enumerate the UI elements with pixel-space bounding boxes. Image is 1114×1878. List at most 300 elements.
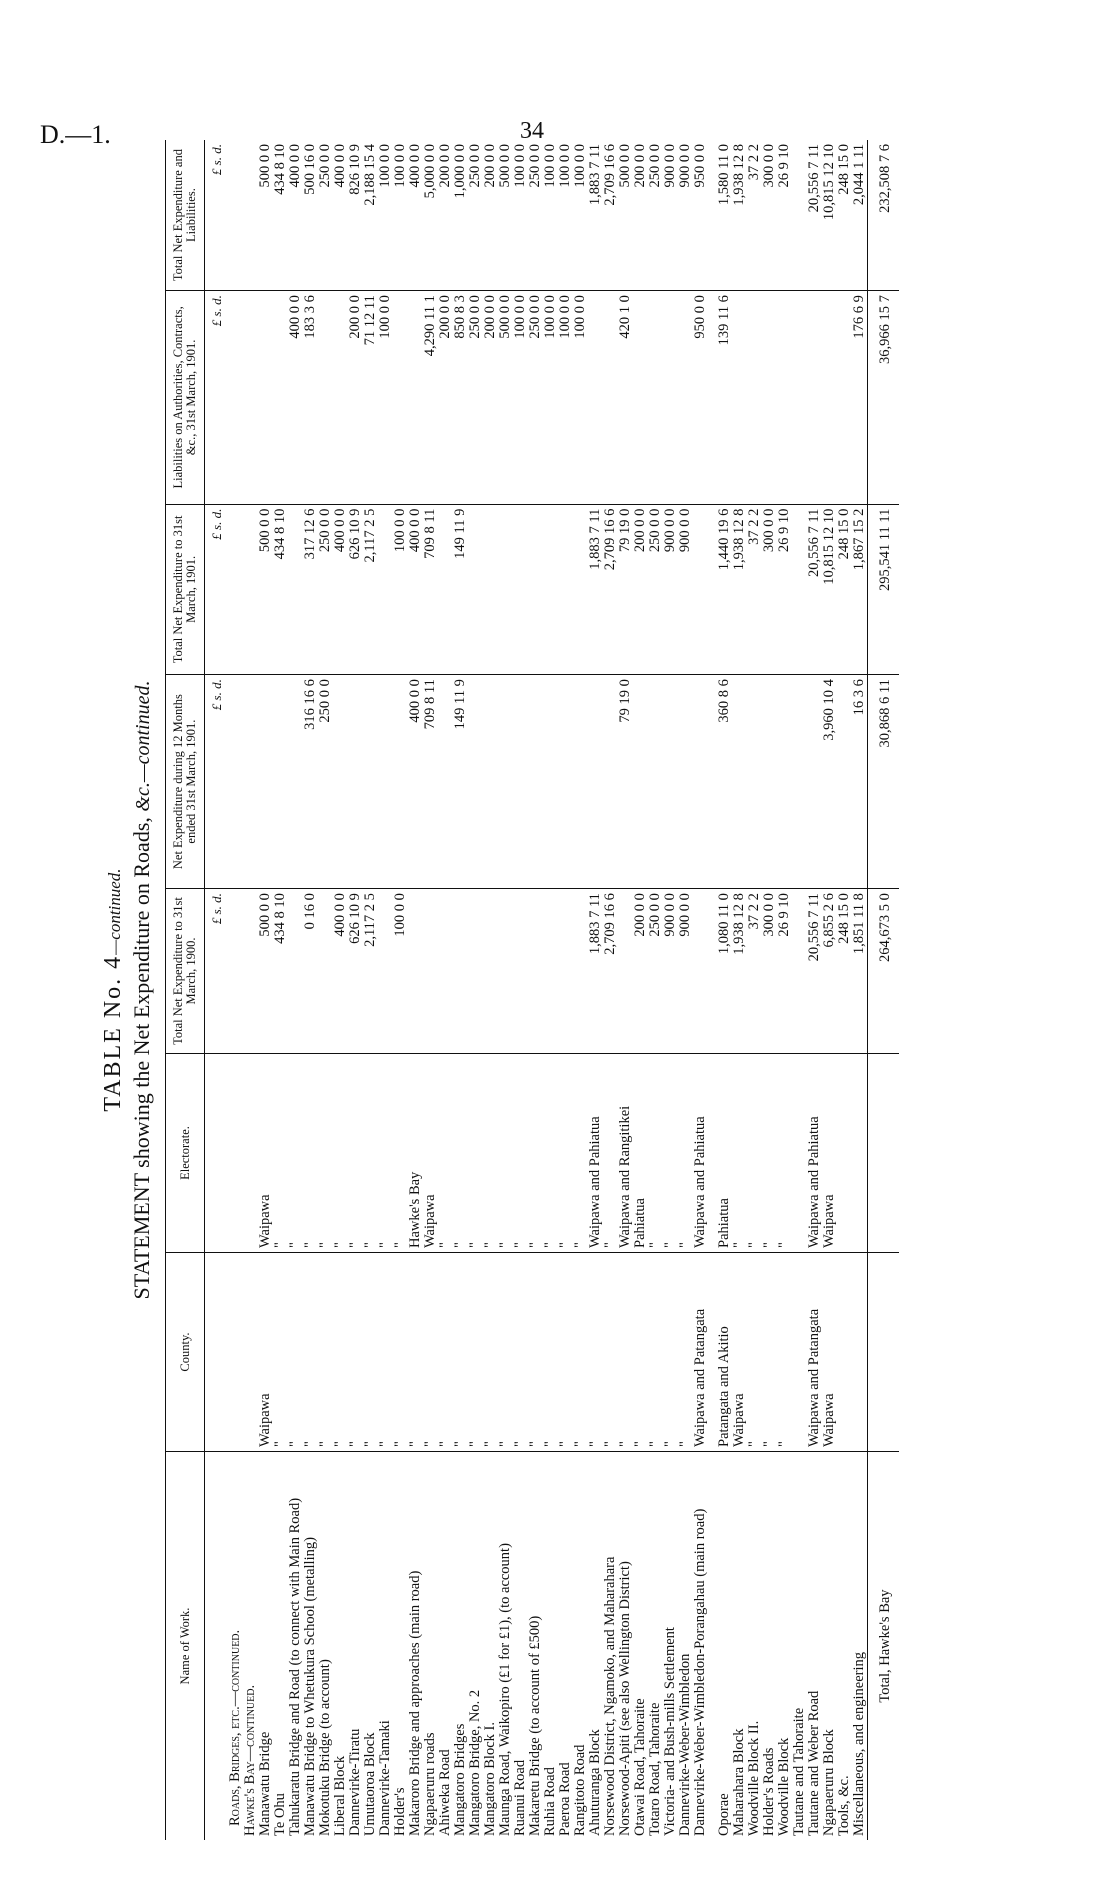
- table-row: [408, 140, 423, 1840]
- amount-cell: [468, 504, 483, 675]
- col-electorate: Electorate.: [166, 1054, 205, 1253]
- county-cell: [852, 1253, 868, 1452]
- amount-cell: 300 0 0: [761, 144, 777, 188]
- amount-cell: [543, 504, 558, 675]
- amount-cell: 149 11 9: [453, 675, 468, 889]
- table-row: [363, 140, 378, 1840]
- amount-cell: 20,556 7 11: [807, 504, 822, 675]
- amount-cell: 1,000 0 0: [452, 144, 468, 199]
- amount-cell: [513, 504, 528, 675]
- col-total-1901: Total Net Expenditure to 31st March, 1901.: [166, 504, 205, 675]
- amount-cell: [498, 675, 513, 889]
- table-row: [618, 140, 633, 1840]
- amount-cell: 100 0 0: [557, 144, 573, 188]
- amount-cell: [693, 889, 708, 1054]
- table-row: [852, 140, 868, 1840]
- electorate-cell: ": [747, 1054, 762, 1253]
- col-total-1900: Total Net Expenditure to 31st March, 1900.: [166, 889, 205, 1054]
- electorate-cell: ": [543, 1054, 558, 1253]
- col-total-liabilities: Total Net Expenditure and Liabilities.: [166, 140, 205, 291]
- amount-cell: 400 0 0: [333, 504, 348, 675]
- electorate-cell: Waipawa and Pahiatua: [807, 1054, 822, 1253]
- table-row: [558, 140, 573, 1840]
- name-cell: Holder's: [393, 1452, 408, 1841]
- county-cell: ": [483, 1253, 498, 1452]
- amount-cell: 250 0 0: [318, 675, 333, 889]
- amount-cell: [513, 889, 528, 1054]
- amount-cell: 26 9 10: [777, 889, 792, 1054]
- amount-cell: 79 19 0: [618, 675, 633, 889]
- electorate-cell: Pahiatua: [717, 1054, 732, 1253]
- table-row: [288, 140, 303, 1840]
- electorate-cell: ": [438, 1054, 453, 1253]
- electorate-cell: Waipawa and Pahiatua: [588, 1054, 603, 1253]
- amount-cell: [393, 291, 408, 505]
- amount-cell: 250 0 0: [318, 504, 333, 675]
- amount-cell: 100 0 0: [542, 144, 558, 188]
- name-cell: Woodville Block: [777, 1452, 792, 1841]
- amount-cell: [288, 889, 303, 1054]
- electorate-cell: ": [318, 1054, 333, 1253]
- amount-cell: 149 11 9: [453, 504, 468, 675]
- name-cell: Makaroro Bridge and approaches (main road): [408, 1452, 423, 1841]
- amount-cell: 626 10 9: [348, 889, 363, 1054]
- amount-cell: 5,000 0 0: [422, 144, 438, 199]
- amount-cell: [678, 291, 693, 505]
- table-row: [333, 140, 348, 1840]
- total-amount: 295,541 11 11: [868, 504, 900, 675]
- table-row: [438, 140, 453, 1840]
- name-cell: Mangatoro Bridges: [453, 1452, 468, 1841]
- total-label: Total, Hawke's Bay: [868, 1452, 900, 1841]
- amount-cell: [573, 675, 588, 889]
- name-cell: Ngapaeruru Block: [822, 1452, 837, 1841]
- table-row: [693, 140, 708, 1840]
- amount-cell: [258, 675, 273, 889]
- amount-cell: 2,709 16 6: [603, 504, 618, 675]
- amount-cell: 400 0 0: [407, 144, 423, 188]
- county-cell: ": [408, 1253, 423, 1452]
- county-cell: ": [348, 1253, 363, 1452]
- electorate-cell: Waipawa: [258, 1054, 273, 1253]
- total-empty: [868, 1054, 900, 1253]
- amount-cell: [543, 889, 558, 1054]
- total-amount: 36,966 15 7: [868, 291, 900, 505]
- amount-cell: [792, 889, 807, 1054]
- table-row: [528, 140, 543, 1840]
- amount-cell: [468, 889, 483, 1054]
- county-cell: Waipawa: [822, 1253, 837, 1452]
- amount-cell: 1,883 7 11: [588, 504, 603, 675]
- amount-cell: 500 0 0: [258, 889, 273, 1054]
- county-cell: ": [303, 1253, 318, 1452]
- name-cell: Ruhia Road: [543, 1452, 558, 1841]
- amount-cell: 250 0 0: [468, 291, 483, 505]
- amount-cell: [543, 675, 558, 889]
- amount-cell: [603, 675, 618, 889]
- amount-cell: 2,709 16 6: [602, 144, 618, 206]
- amount-cell: 709 8 11: [423, 504, 438, 675]
- amount-cell: 100 0 0: [543, 291, 558, 505]
- page-number: 34: [520, 118, 544, 144]
- table-row: [792, 140, 807, 1840]
- amount-cell: 500 16 0: [302, 144, 318, 195]
- units-cell: £ s. d.: [209, 144, 224, 176]
- name-cell: Liberal Block: [333, 1452, 348, 1841]
- amount-cell: [792, 504, 807, 675]
- amount-cell: 1,938 12 8: [731, 144, 747, 206]
- amount-cell: 400 0 0: [332, 144, 348, 188]
- county-cell: Waipawa and Patangata: [693, 1253, 708, 1452]
- county-cell: ": [363, 1253, 378, 1452]
- amount-cell: 0 16 0: [303, 889, 318, 1054]
- amount-cell: [807, 291, 822, 505]
- county-cell: [792, 1253, 807, 1452]
- header-row: [166, 140, 205, 1840]
- name-cell: Otawai Road, Tahoraite: [633, 1452, 648, 1841]
- county-cell: [837, 1253, 852, 1452]
- electorate-cell: ": [483, 1054, 498, 1253]
- amount-cell: 400 0 0: [408, 504, 423, 675]
- amount-cell: 500 0 0: [257, 144, 273, 188]
- amount-cell: [378, 889, 393, 1054]
- amount-cell: 200 0 0: [483, 291, 498, 505]
- electorate-cell: ": [393, 1054, 408, 1253]
- table-row: [573, 140, 588, 1840]
- amount-cell: 2,709 16 6: [603, 889, 618, 1054]
- amount-cell: 300 0 0: [762, 889, 777, 1054]
- name-cell: Dannevirke-Weber-Wimbledon-Porangahau (main road): [693, 1452, 708, 1841]
- name-cell: Rangitoto Road: [573, 1452, 588, 1841]
- county-cell: ": [603, 1253, 618, 1452]
- electorate-cell: ": [663, 1054, 678, 1253]
- name-cell: Oporae: [717, 1452, 732, 1841]
- amount-cell: 3,960 10 4: [822, 675, 837, 889]
- amount-cell: 500 0 0: [258, 504, 273, 675]
- table-row: [513, 140, 528, 1840]
- county-cell: ": [618, 1253, 633, 1452]
- name-cell: Te Ohu: [273, 1452, 288, 1841]
- amount-cell: [732, 675, 747, 889]
- table-row: [633, 140, 648, 1840]
- electorate-cell: ": [468, 1054, 483, 1253]
- amount-cell: [777, 675, 792, 889]
- table-row: [393, 140, 408, 1840]
- amount-cell: [663, 291, 678, 505]
- county-cell: ": [513, 1253, 528, 1452]
- amount-cell: [468, 675, 483, 889]
- amount-cell: 200 0 0: [633, 889, 648, 1054]
- table-title: TABLE No. 4—continued.: [100, 868, 126, 1112]
- name-cell: Mangatoro Block I.: [483, 1452, 498, 1841]
- amount-cell: [378, 675, 393, 889]
- amount-cell: [333, 291, 348, 505]
- amount-cell: 400 0 0: [333, 889, 348, 1054]
- amount-cell: 79 19 0: [618, 504, 633, 675]
- amount-cell: 100 0 0: [558, 291, 573, 505]
- electorate-cell: ": [303, 1054, 318, 1253]
- table-row: [732, 140, 747, 1840]
- name-cell: Woodville Block II.: [747, 1452, 762, 1841]
- amount-cell: [837, 675, 852, 889]
- amount-cell: 900 0 0: [662, 144, 678, 188]
- amount-cell: [408, 291, 423, 505]
- county-cell: Waipawa and Patangata: [807, 1253, 822, 1452]
- electorate-cell: ": [378, 1054, 393, 1253]
- amount-cell: 250 0 0: [467, 144, 483, 188]
- amount-cell: [363, 675, 378, 889]
- amount-cell: 100 0 0: [512, 144, 528, 188]
- electorate-cell: ": [273, 1054, 288, 1253]
- amount-cell: [747, 675, 762, 889]
- table-row: [777, 140, 792, 1840]
- amount-cell: [333, 675, 348, 889]
- amount-cell: [438, 675, 453, 889]
- amount-cell: 1,883 7 11: [587, 144, 603, 206]
- name-cell: Victoria- and Bush-mills Settlement: [663, 1452, 678, 1841]
- table-row: [822, 140, 837, 1840]
- amount-cell: [258, 291, 273, 505]
- county-cell: ": [762, 1253, 777, 1452]
- amount-cell: 400 0 0: [287, 144, 303, 188]
- amount-cell: [438, 889, 453, 1054]
- amount-cell: [588, 291, 603, 505]
- county-cell: ": [777, 1253, 792, 1452]
- amount-cell: 26 9 10: [776, 144, 792, 188]
- amount-cell: 1,883 7 11: [588, 889, 603, 1054]
- county-cell: Waipawa: [258, 1253, 273, 1452]
- table-row: [483, 140, 498, 1840]
- amount-cell: 300 0 0: [762, 504, 777, 675]
- name-cell: Mangatoro Bridge, No. 2: [468, 1452, 483, 1841]
- units-cell: £ s. d.: [205, 889, 229, 1054]
- amount-cell: [693, 504, 708, 675]
- amount-cell: 37 2 2: [747, 889, 762, 1054]
- name-cell: Makaretu Bridge (to account of £500): [528, 1452, 543, 1841]
- name-cell: Dannevirke-Tamaki: [378, 1452, 393, 1841]
- amount-cell: [792, 675, 807, 889]
- amount-cell: 250 0 0: [317, 144, 333, 188]
- amount-cell: 176 6 9: [852, 291, 868, 505]
- amount-cell: 1,938 12 8: [732, 889, 747, 1054]
- electorate-cell: ": [762, 1054, 777, 1253]
- county-cell: ": [528, 1253, 543, 1452]
- units-cell: £ s. d.: [205, 291, 229, 505]
- amount-cell: [792, 291, 807, 505]
- amount-cell: [558, 504, 573, 675]
- name-cell: Tautane and Tahoraite: [792, 1452, 807, 1841]
- amount-cell: [498, 889, 513, 1054]
- amount-cell: 200 0 0: [482, 144, 498, 188]
- electorate-cell: ": [732, 1054, 747, 1253]
- amount-cell: [648, 291, 663, 505]
- amount-cell: 250 0 0: [528, 291, 543, 505]
- name-cell: Tools, &c.: [837, 1452, 852, 1841]
- amount-cell: [603, 291, 618, 505]
- electorate-cell: ": [573, 1054, 588, 1253]
- amount-cell: 248 15 0: [837, 889, 852, 1054]
- amount-cell: [318, 889, 333, 1054]
- amount-cell: 900 0 0: [663, 889, 678, 1054]
- units-cell: £ s. d.: [205, 675, 229, 889]
- electorate-cell: ": [513, 1054, 528, 1253]
- table-row: [837, 140, 852, 1840]
- amount-cell: 360 8 6: [717, 675, 732, 889]
- name-cell: Totaro Road, Tahoraite: [648, 1452, 663, 1841]
- table-row: [663, 140, 678, 1840]
- county-cell: ": [648, 1253, 663, 1452]
- amount-cell: [648, 675, 663, 889]
- amount-cell: 1,580 11 0: [716, 144, 732, 206]
- amount-cell: 37 2 2: [746, 144, 762, 181]
- amount-cell: [408, 889, 423, 1054]
- county-cell: ": [543, 1253, 558, 1452]
- amount-cell: 100 0 0: [378, 291, 393, 505]
- table-row: [318, 140, 333, 1840]
- amount-cell: [807, 675, 822, 889]
- electorate-cell: ": [333, 1054, 348, 1253]
- amount-cell: 20,556 7 11: [807, 889, 822, 1054]
- amount-cell: 2,117 2 5: [363, 889, 378, 1054]
- amount-cell: [273, 291, 288, 505]
- rotated-table-sheet: [100, 140, 1050, 1840]
- amount-cell: 10,815 12 10: [822, 504, 837, 675]
- amount-cell: [528, 504, 543, 675]
- amount-cell: 1,080 11 0: [717, 889, 732, 1054]
- amount-cell: [483, 889, 498, 1054]
- amount-cell: [762, 675, 777, 889]
- amount-cell: [423, 889, 438, 1054]
- units-cell: £ s. d.: [205, 504, 229, 675]
- name-cell: Dannevirke-Weber-Wimbledon: [678, 1452, 693, 1841]
- name-cell: Tautane and Weber Road: [807, 1452, 822, 1841]
- amount-cell: 10,815 12 10: [821, 144, 837, 221]
- county-cell: ": [747, 1253, 762, 1452]
- row-gap: [708, 140, 717, 1840]
- name-cell: Mokotuku Bridge (to account): [318, 1452, 333, 1841]
- name-cell: Umutaoroa Block: [363, 1452, 378, 1841]
- amount-cell: 6,855 2 6: [822, 889, 837, 1054]
- amount-cell: [483, 504, 498, 675]
- name-cell: Maunga Road, Waikopiro (£1 for £1), (to account): [498, 1452, 513, 1841]
- total-amount: 232,508 7 6: [868, 140, 900, 291]
- amount-cell: 434 8 10: [273, 504, 288, 675]
- amount-cell: [318, 291, 333, 505]
- amount-cell: 20,556 7 11: [806, 144, 822, 213]
- amount-cell: [498, 504, 513, 675]
- amount-cell: 37 2 2: [747, 504, 762, 675]
- amount-cell: [573, 889, 588, 1054]
- amount-cell: 900 0 0: [678, 504, 693, 675]
- amount-cell: [528, 675, 543, 889]
- amount-cell: [588, 675, 603, 889]
- total-row: [868, 140, 900, 1840]
- amount-cell: 950 0 0: [693, 291, 708, 505]
- amount-cell: 1,867 15 2: [852, 504, 868, 675]
- amount-cell: 100 0 0: [513, 291, 528, 505]
- amount-cell: [513, 675, 528, 889]
- amount-cell: [288, 504, 303, 675]
- amount-cell: 26 9 10: [777, 504, 792, 675]
- name-cell: Norsewood District, Ngamoko, and Maharahara: [603, 1452, 618, 1841]
- amount-cell: 1,440 19 6: [717, 504, 732, 675]
- amount-cell: 250 0 0: [647, 144, 663, 188]
- amount-cell: 248 15 0: [837, 504, 852, 675]
- electorate-cell: Waipawa and Rangitikei: [618, 1054, 633, 1253]
- amount-cell: [288, 675, 303, 889]
- county-cell: ": [498, 1253, 513, 1452]
- amount-cell: 200 0 0: [632, 144, 648, 188]
- electorate-cell: Waipawa: [822, 1054, 837, 1253]
- name-cell: Norsewood-Apiti (see also Wellington District): [618, 1452, 633, 1841]
- county-cell: ": [453, 1253, 468, 1452]
- county-cell: ": [378, 1253, 393, 1452]
- electorate-cell: ": [603, 1054, 618, 1253]
- amount-cell: 500 0 0: [617, 144, 633, 188]
- amount-cell: [837, 291, 852, 505]
- electorate-cell: Hawke's Bay: [408, 1054, 423, 1253]
- table-row: [453, 140, 468, 1840]
- amount-cell: [633, 291, 648, 505]
- county-cell: ": [633, 1253, 648, 1452]
- amount-cell: 626 10 9: [348, 504, 363, 675]
- col-liabilities: Liabilities on Authorities, Contracts, &c., 31st March, 1901.: [166, 291, 205, 505]
- amount-cell: 316 16 6: [303, 675, 318, 889]
- amount-cell: 248 15 0: [836, 144, 852, 195]
- amount-cell: 709 8 11: [423, 675, 438, 889]
- amount-cell: [378, 504, 393, 675]
- amount-cell: 434 8 10: [272, 144, 288, 195]
- name-cell: Holder's Roads: [762, 1452, 777, 1841]
- electorate-cell: ": [558, 1054, 573, 1253]
- county-cell: ": [318, 1253, 333, 1452]
- electorate-cell: ": [498, 1054, 513, 1253]
- amount-cell: 2,117 2 5: [363, 504, 378, 675]
- amount-cell: 71 12 11: [363, 291, 378, 505]
- amount-cell: 100 0 0: [573, 291, 588, 505]
- amount-cell: 826 10 9: [347, 144, 363, 195]
- name-cell: Manawatu Bridge to Whetukura School (metalling): [303, 1452, 318, 1841]
- electorate-cell: Pahiatua: [633, 1054, 648, 1253]
- amount-cell: 250 0 0: [527, 144, 543, 188]
- amount-cell: 250 0 0: [648, 889, 663, 1054]
- table-row: [648, 140, 663, 1840]
- total-empty: [868, 1253, 900, 1452]
- amount-cell: 200 0 0: [437, 144, 453, 188]
- expenditure-table: [165, 140, 899, 1840]
- electorate-cell: [852, 1054, 868, 1253]
- county-cell: ": [333, 1253, 348, 1452]
- amount-cell: [573, 504, 588, 675]
- amount-cell: [558, 675, 573, 889]
- electorate-cell: ": [648, 1054, 663, 1253]
- amount-cell: 250 0 0: [648, 504, 663, 675]
- name-cell: Maharahara Block: [732, 1452, 747, 1841]
- amount-cell: [483, 675, 498, 889]
- amount-cell: 400 0 0: [408, 675, 423, 889]
- name-cell: Miscellaneous, and engineering: [852, 1452, 868, 1841]
- electorate-cell: ": [678, 1054, 693, 1253]
- table-row: [807, 140, 822, 1840]
- amount-cell: [762, 291, 777, 505]
- amount-cell: [792, 140, 807, 291]
- amount-cell: 850 8 3: [453, 291, 468, 505]
- amount-cell: 2,044 1 11: [851, 144, 867, 206]
- county-cell: ": [663, 1253, 678, 1452]
- table-row: [348, 140, 363, 1840]
- table-subtitle: STATEMENT showing the Net Expenditure on Roads, &c.—continued.: [129, 680, 154, 1300]
- amount-cell: 100 0 0: [377, 144, 393, 188]
